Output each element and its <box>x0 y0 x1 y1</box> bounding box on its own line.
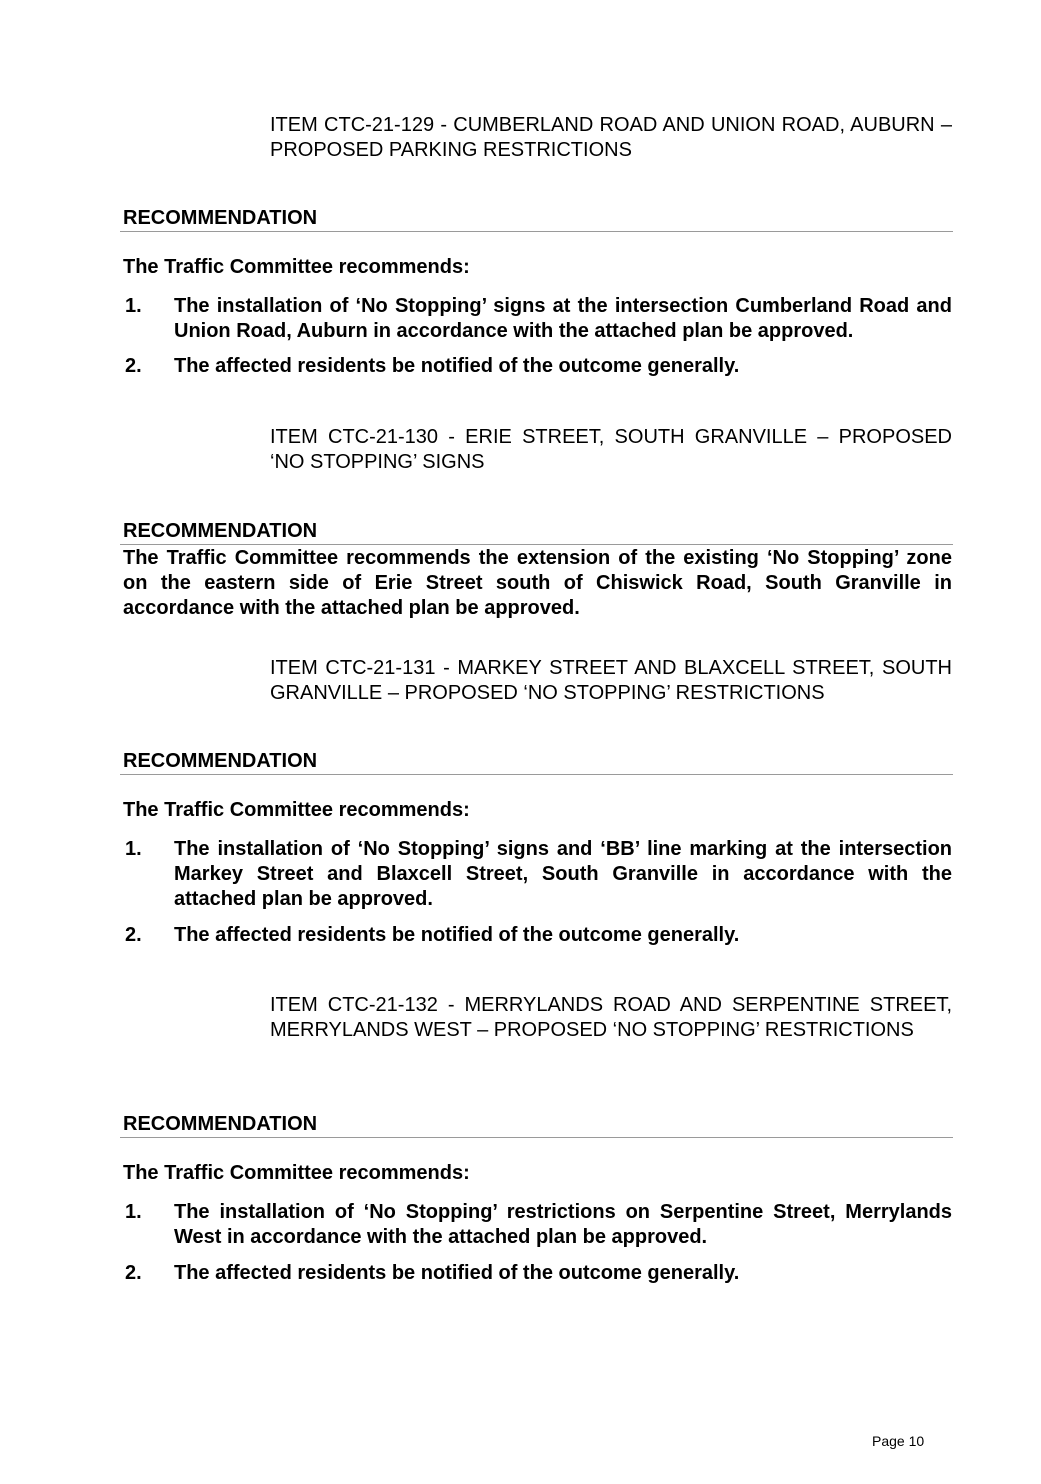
recommendation-heading-label: RECOMMENDATION <box>123 207 318 229</box>
list-item-text: The installation of ‘No Stopping’ restrictions on Serpentine Street, Merrylands West in accordance with the attached plan be approved. <box>174 1201 952 1248</box>
item-title-ctc-21-132: ITEM CTC-21-132 - MERRYLANDS ROAD AND SERPENTINE STREET, MERRYLANDS WEST – PROPOSED ‘NO STOPPING’ RESTRICTIONS <box>270 994 952 1041</box>
list-item <box>125 1261 952 1286</box>
list-item-number: 1. <box>125 1201 142 1223</box>
recommendation-intro: The Traffic Committee recommends: <box>123 1162 470 1184</box>
recommendation-heading <box>120 746 953 775</box>
recommendation-paragraph: The Traffic Committee recommends the extension of the existing ‘No Stopping’ zone on the eastern side of Erie Street south of Chiswick Road, South Granville in accordance with the attached plan be approved. <box>123 547 952 619</box>
list-item-number: 2. <box>125 924 142 946</box>
recommendation-heading-label: RECOMMENDATION <box>123 1113 318 1135</box>
list-item-number: 1. <box>125 295 142 317</box>
list-item <box>125 923 952 948</box>
list-item-text: The affected residents be notified of the outcome generally. <box>174 924 740 946</box>
recommendation-heading-label: RECOMMENDATION <box>123 520 318 542</box>
list-item <box>125 1200 952 1250</box>
list-item-text: The installation of ‘No Stopping’ signs at the intersection Cumberland Road and Union Road, Auburn in accordance with the attached plan be approved. <box>174 295 952 342</box>
item-title-ctc-21-129: ITEM CTC-21-129 - CUMBERLAND ROAD AND UNION ROAD, AUBURN – PROPOSED PARKING RESTRICTIONS <box>270 114 952 161</box>
recommendation-heading <box>120 516 953 545</box>
recommendation-heading <box>120 1109 953 1138</box>
list-item-text: The affected residents be notified of the outcome generally. <box>174 1262 740 1284</box>
recommendation-intro: The Traffic Committee recommends: <box>123 799 470 821</box>
list-item-number: 2. <box>125 355 142 377</box>
list-item-number: 2. <box>125 1262 142 1284</box>
list-item <box>125 354 952 379</box>
list-item <box>125 294 952 344</box>
list-item <box>125 837 952 912</box>
item-title-ctc-21-131: ITEM CTC-21-131 - MARKEY STREET AND BLAXCELL STREET, SOUTH GRANVILLE – PROPOSED ‘NO STOPPING’ RESTRICTIONS <box>270 657 952 704</box>
list-item-text: The affected residents be notified of the outcome generally. <box>174 355 740 377</box>
item-title-ctc-21-130: ITEM CTC-21-130 - ERIE STREET, SOUTH GRANVILLE – PROPOSED ‘NO STOPPING’ SIGNS <box>270 426 952 473</box>
recommendation-heading <box>120 203 953 232</box>
recommendation-heading-label: RECOMMENDATION <box>123 750 318 772</box>
page-number: Page 10 <box>872 1433 925 1449</box>
list-item-number: 1. <box>125 838 142 860</box>
recommendation-intro: The Traffic Committee recommends: <box>123 256 470 278</box>
list-item-text: The installation of ‘No Stopping’ signs and ‘BB’ line marking at the intersection Markey Street and Blaxcell Street, South Granville in accordance with the attached plan be approved. <box>174 838 952 910</box>
